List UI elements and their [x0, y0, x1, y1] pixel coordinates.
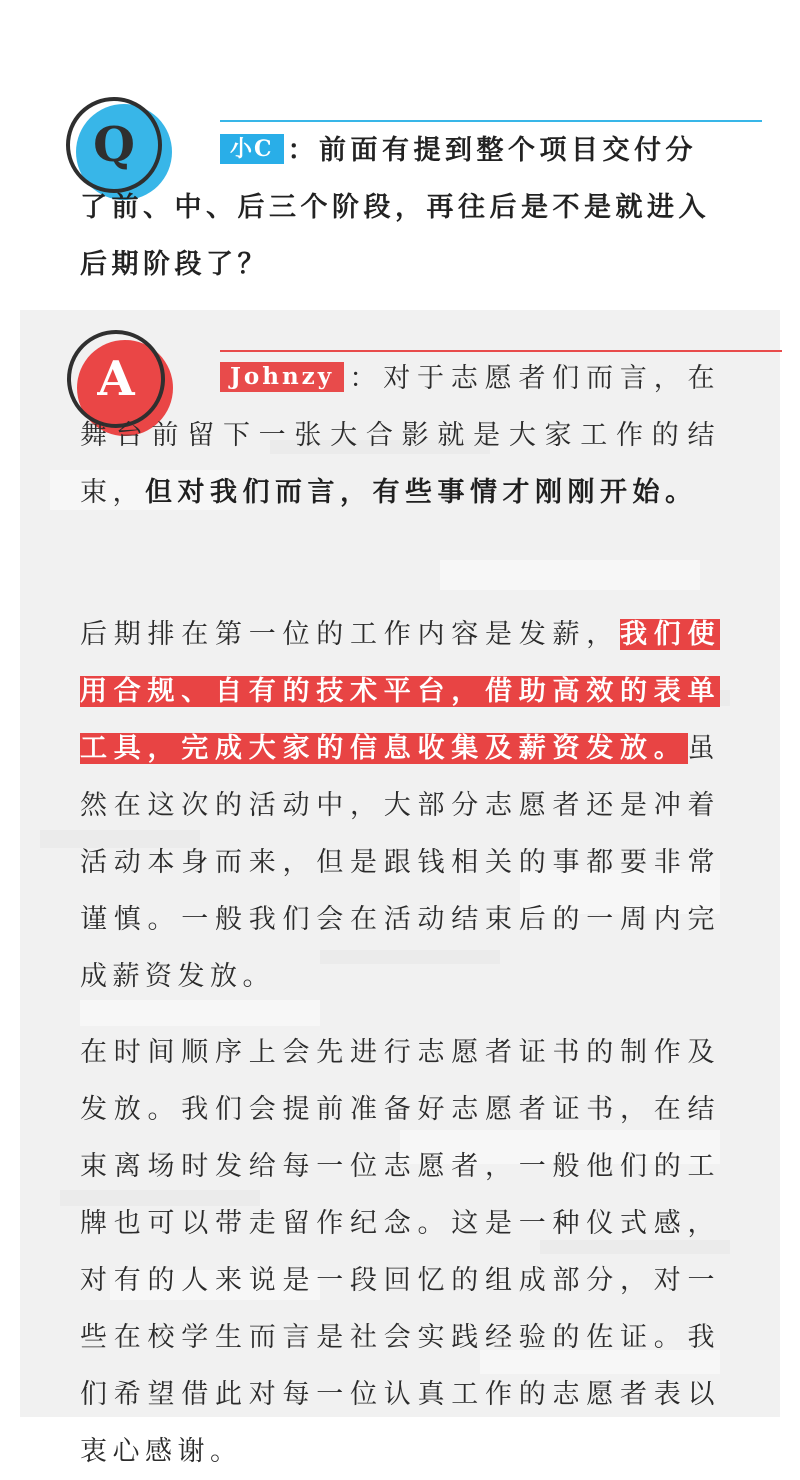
- question-text: 前面有提到整个项目交付分了前、中、后三个阶段，再往后是不是就进入后期阶段了？: [80, 135, 710, 280]
- answer-p1-text: 对于志愿者们而言，在舞台前留下一张大合影就是大家工作的结束，: [80, 363, 721, 508]
- answer-speaker-tag: Johnzy: [220, 362, 344, 392]
- question-speaker-tag: 小C: [220, 134, 284, 164]
- answer-panel: [20, 310, 780, 1467]
- answer-p2-rest: 虽然在这次的活动中，大部分志愿者还是冲着活动本身而来，但是跟钱相关的事都要非常谨慎。一般我们会在活动结束后的一周内完成薪资发放。: [80, 733, 720, 992]
- answer-badge-letter: A: [97, 351, 135, 407]
- question-separator: ：: [287, 135, 320, 166]
- answer-p1-emphasis: 但对我们而言，有些事情才刚刚开始。: [145, 477, 698, 508]
- answer-p2-highlight: 我们使用合规、自有的技术平台，借助高效的表单工具，完成大家的信息收集及薪资发放。: [80, 619, 720, 764]
- question-section: [0, 0, 800, 310]
- question-text-block: [80, 117, 720, 293]
- answer-p2-intro: 后期排在第一位的工作内容是发薪，: [80, 619, 620, 650]
- answer-paragraph-1: [80, 350, 720, 521]
- answer-separator: ：: [348, 363, 384, 394]
- question-badge-letter: Q: [93, 117, 135, 173]
- answer-paragraph-3: 在时间顺序上会先进行志愿者证书的制作及发放。我们会提前准备好志愿者证书，在结束离场时发给每一位志愿者，一般他们的工牌也可以带走留作纪念。这是一种仪式感，对有的人来说是一段回忆的组成部分，对一些在校学生而言是社会实践经验的佐证。我们希望借此对每一位认真工作的志愿者表以衷心感谢。: [80, 1037, 720, 1467]
- answer-paragraph-2: [80, 606, 720, 1005]
